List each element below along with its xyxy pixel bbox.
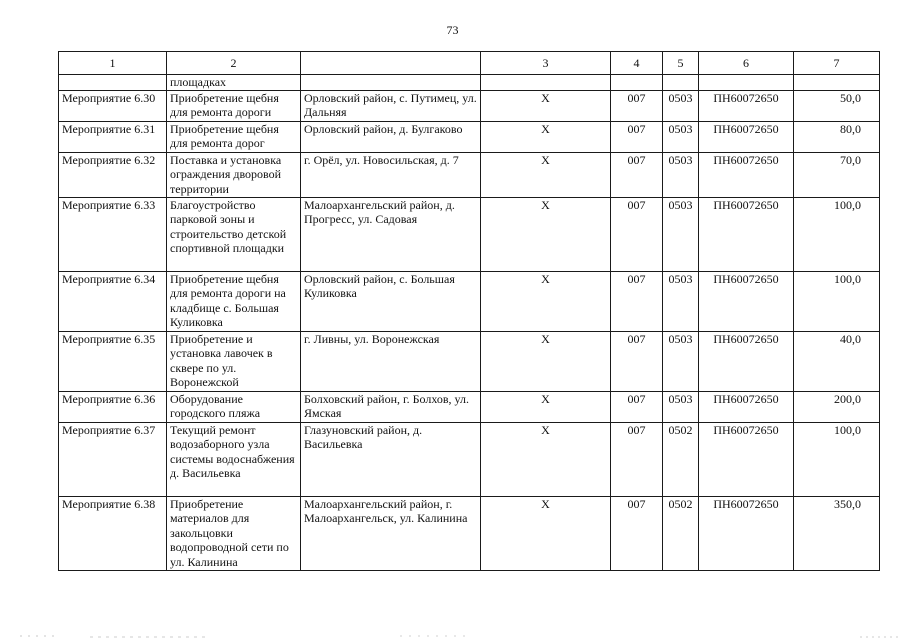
cell-col3: Х [481,152,611,197]
cell-col4: 007 [611,496,663,570]
table-row [59,152,880,197]
cell-col5: 0502 [663,496,699,570]
cell-measure: Мероприятие 6.38 [59,496,167,570]
cell-measure: Мероприятие 6.36 [59,391,167,422]
cell-amount: 70,0 [794,152,880,197]
cell-measure: Мероприятие 6.35 [59,331,167,391]
cell-description: площадках [167,75,301,91]
cell-col3: Х [481,90,611,121]
table-row [59,496,880,570]
cell-col5: 0503 [663,271,699,331]
cell-col3: Х [481,331,611,391]
table-row [59,391,880,422]
cell-col6: ПН60072650 [699,121,794,152]
cell-col4: 007 [611,90,663,121]
table-row [59,422,880,496]
cell-col4: 007 [611,271,663,331]
header-col-2: 2 [167,52,301,75]
cell-amount: 50,0 [794,90,880,121]
cell-col3: Х [481,121,611,152]
cell-col4: 007 [611,152,663,197]
cell-amount: 100,0 [794,271,880,331]
header-col-1: 1 [59,52,167,75]
cell-description: Оборудование городского пляжа [167,391,301,422]
cell-col6: ПН60072650 [699,271,794,331]
cell-location: Орловский район, с. Путимец, ул. Дальняя [301,90,481,121]
cell-col6: ПН60072650 [699,391,794,422]
cell-description: Приобретение и установка лавочек в сквере по ул. Воронежской [167,331,301,391]
cell-amount: 80,0 [794,121,880,152]
cell-amount: 100,0 [794,422,880,496]
cell-location: Малоархангельский район, д. Прогресс, ул. Садовая [301,197,481,271]
cell-description: Поставка и установка ограждения дворовой территории [167,152,301,197]
table-row [59,331,880,391]
cell-col6: ПН60072650 [699,496,794,570]
cell-measure: Мероприятие 6.37 [59,422,167,496]
continuation-row [59,75,880,91]
page-number: 73 [446,23,459,37]
cell-location: Орловский район, д. Булгаково [301,121,481,152]
header-col-5: 5 [663,52,699,75]
cell-measure: Мероприятие 6.32 [59,152,167,197]
cell-col5: 0503 [663,121,699,152]
cell-measure: Мероприятие 6.34 [59,271,167,331]
table-row [59,90,880,121]
cell-col5: 0503 [663,90,699,121]
cell-location: Орловский район, с. Большая Куликовка [301,271,481,331]
cell-col3: Х [481,422,611,496]
cell-col4: 007 [611,391,663,422]
cell-location [301,75,481,91]
cell-col5: 0502 [663,422,699,496]
cell-col4 [611,75,663,91]
header-col-3: 3 [481,52,611,75]
cell-location: г. Орёл, ул. Новосильская, д. 7 [301,152,481,197]
cell-col5 [663,75,699,91]
cell-location: Глазуновский район, д. Васильевка [301,422,481,496]
cell-amount: 350,0 [794,496,880,570]
cell-measure [59,75,167,91]
table-row [59,271,880,331]
header-col-4: 4 [611,52,663,75]
cell-col5: 0503 [663,197,699,271]
cell-location: Болховский район, г. Болхов, ул. Ямская [301,391,481,422]
cell-description: Приобретение щебня для ремонта дороги на кладбище с. Большая Куликовка [167,271,301,331]
cell-description: Благоустройство парковой зоны и строительство детской спортивной площадки [167,197,301,271]
cell-col5: 0503 [663,391,699,422]
cell-measure: Мероприятие 6.30 [59,90,167,121]
cell-col6: ПН60072650 [699,422,794,496]
cell-col6 [699,75,794,91]
header-col-7: 7 [794,52,880,75]
cell-description: Приобретение щебня для ремонта дорог [167,121,301,152]
header-col-2-blank [301,52,481,75]
table-row [59,121,880,152]
cell-description: Приобретение щебня для ремонта дороги [167,90,301,121]
cell-col3: Х [481,197,611,271]
cell-col5: 0503 [663,331,699,391]
cell-location: Малоархангельский район, г. Малоархангельск, ул. Калинина [301,496,481,570]
cell-col4: 007 [611,197,663,271]
cell-location: г. Ливны, ул. Воронежская [301,331,481,391]
header-row [59,52,880,75]
cell-col4: 007 [611,422,663,496]
cell-amount: 40,0 [794,331,880,391]
cell-col6: ПН60072650 [699,197,794,271]
scan-artifacts [0,628,905,640]
cell-col6: ПН60072650 [699,90,794,121]
cell-col3: Х [481,391,611,422]
header-col-6: 6 [699,52,794,75]
cell-col6: ПН60072650 [699,152,794,197]
budget-table [58,51,880,571]
cell-amount: 100,0 [794,197,880,271]
cell-col5: 0503 [663,152,699,197]
cell-col4: 007 [611,331,663,391]
cell-col3: Х [481,271,611,331]
cell-col6: ПН60072650 [699,331,794,391]
cell-amount [794,75,880,91]
table-row [59,197,880,271]
cell-amount: 200,0 [794,391,880,422]
cell-col4: 007 [611,121,663,152]
cell-measure: Мероприятие 6.33 [59,197,167,271]
cell-col3: Х [481,496,611,570]
cell-description: Приобретение материалов для закольцовки водопроводной сети по ул. Калинина [167,496,301,570]
cell-description: Текущий ремонт водозаборного узла системы водоснабжения д. Васильевка [167,422,301,496]
cell-measure: Мероприятие 6.31 [59,121,167,152]
cell-col3 [481,75,611,91]
